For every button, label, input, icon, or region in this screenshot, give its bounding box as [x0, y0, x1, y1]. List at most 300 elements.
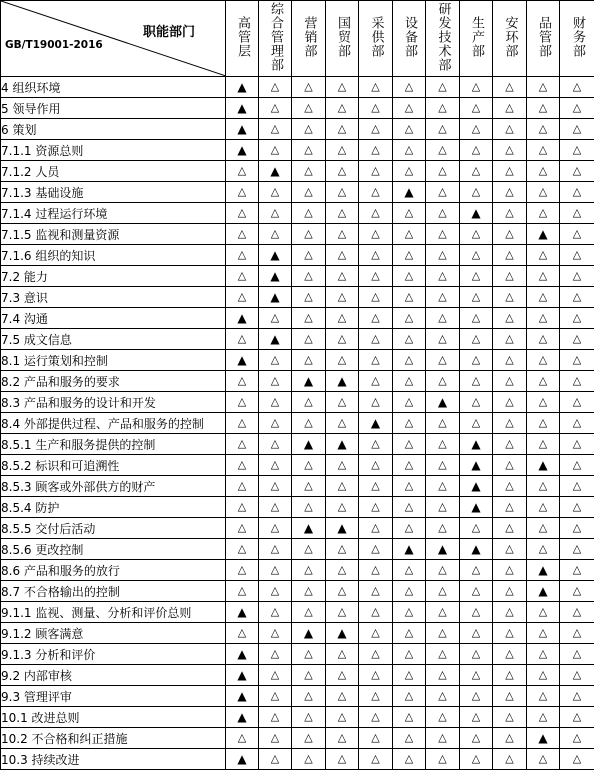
responsible-mark: ▲	[226, 665, 259, 686]
related-mark: △	[460, 665, 493, 686]
related-mark: △	[359, 329, 393, 350]
related-mark: △	[560, 497, 594, 518]
related-mark: △	[493, 287, 527, 308]
dept-header-0	[226, 1, 259, 77]
related-mark: △	[527, 203, 560, 224]
related-mark: △	[493, 539, 527, 560]
table-row	[1, 371, 594, 392]
dept-header-6	[426, 1, 460, 77]
related-mark: △	[326, 539, 359, 560]
related-mark: △	[359, 182, 393, 203]
related-mark: △	[359, 371, 393, 392]
related-mark: △	[460, 518, 493, 539]
related-mark: △	[426, 77, 460, 98]
related-mark: △	[359, 728, 393, 749]
clause-label: 7.1.6 组织的知识	[1, 245, 226, 266]
responsible-mark: ▲	[393, 539, 426, 560]
related-mark: △	[292, 161, 326, 182]
responsible-mark: ▲	[359, 413, 393, 434]
responsible-mark: ▲	[460, 203, 493, 224]
related-mark: △	[426, 266, 460, 287]
related-mark: △	[326, 224, 359, 245]
related-mark: △	[493, 728, 527, 749]
related-mark: △	[560, 560, 594, 581]
related-mark: △	[359, 686, 393, 707]
related-mark: △	[527, 539, 560, 560]
related-mark: △	[527, 329, 560, 350]
corner-header	[1, 1, 225, 76]
related-mark: △	[359, 308, 393, 329]
related-mark: △	[292, 476, 326, 497]
clause-label: 9.1.2 顾客满意	[1, 623, 226, 644]
related-mark: △	[527, 644, 560, 665]
table-row	[1, 707, 594, 728]
related-mark: △	[460, 581, 493, 602]
related-mark: △	[292, 749, 326, 770]
related-mark: △	[359, 140, 393, 161]
related-mark: △	[292, 245, 326, 266]
related-mark: △	[226, 392, 259, 413]
related-mark: △	[527, 371, 560, 392]
related-mark: △	[359, 581, 393, 602]
clause-label: 6 策划	[1, 119, 226, 140]
clause-label: 5 领导作用	[1, 98, 226, 119]
related-mark: △	[292, 203, 326, 224]
related-mark: △	[292, 602, 326, 623]
related-mark: △	[259, 539, 292, 560]
related-mark: △	[393, 203, 426, 224]
related-mark: △	[359, 476, 393, 497]
related-mark: △	[493, 98, 527, 119]
related-mark: △	[326, 266, 359, 287]
related-mark: △	[560, 203, 594, 224]
responsible-mark: ▲	[292, 434, 326, 455]
related-mark: △	[326, 497, 359, 518]
related-mark: △	[226, 539, 259, 560]
related-mark: △	[460, 329, 493, 350]
matrix-body	[1, 77, 594, 770]
dept-header-label: 研发技术部	[436, 2, 450, 72]
related-mark: △	[226, 287, 259, 308]
related-mark: △	[359, 119, 393, 140]
related-mark: △	[493, 392, 527, 413]
clause-label: 8.5.4 防护	[1, 497, 226, 518]
responsible-mark: ▲	[326, 518, 359, 539]
clause-label: 8.5.1 生产和服务提供的控制	[1, 434, 226, 455]
table-row	[1, 203, 594, 224]
related-mark: △	[493, 245, 527, 266]
clause-label: 7.1.5 监视和测量资源	[1, 224, 226, 245]
related-mark: △	[560, 665, 594, 686]
related-mark: △	[527, 749, 560, 770]
related-mark: △	[560, 686, 594, 707]
dept-header-label: 营销部	[302, 16, 316, 58]
responsible-mark: ▲	[326, 623, 359, 644]
related-mark: △	[493, 413, 527, 434]
related-mark: △	[426, 623, 460, 644]
related-mark: △	[460, 392, 493, 413]
table-row	[1, 644, 594, 665]
related-mark: △	[259, 455, 292, 476]
related-mark: △	[527, 686, 560, 707]
related-mark: △	[527, 665, 560, 686]
responsible-mark: ▲	[460, 476, 493, 497]
related-mark: △	[493, 434, 527, 455]
related-mark: △	[527, 707, 560, 728]
related-mark: △	[460, 119, 493, 140]
related-mark: △	[560, 98, 594, 119]
responsible-mark: ▲	[527, 581, 560, 602]
related-mark: △	[226, 413, 259, 434]
table-row	[1, 476, 594, 497]
responsible-mark: ▲	[527, 224, 560, 245]
table-row	[1, 140, 594, 161]
related-mark: △	[527, 98, 560, 119]
related-mark: △	[393, 98, 426, 119]
related-mark: △	[292, 644, 326, 665]
table-row	[1, 455, 594, 476]
related-mark: △	[226, 245, 259, 266]
table-row	[1, 266, 594, 287]
responsible-mark: ▲	[460, 539, 493, 560]
related-mark: △	[493, 119, 527, 140]
related-mark: △	[393, 350, 426, 371]
related-mark: △	[527, 308, 560, 329]
related-mark: △	[292, 98, 326, 119]
table-row	[1, 623, 594, 644]
clause-label: 8.4 外部提供过程、产品和服务的控制	[1, 413, 226, 434]
related-mark: △	[326, 182, 359, 203]
related-mark: △	[259, 98, 292, 119]
related-mark: △	[393, 581, 426, 602]
related-mark: △	[560, 308, 594, 329]
related-mark: △	[493, 749, 527, 770]
related-mark: △	[226, 434, 259, 455]
related-mark: △	[326, 476, 359, 497]
related-mark: △	[493, 581, 527, 602]
table-row	[1, 581, 594, 602]
related-mark: △	[560, 161, 594, 182]
related-mark: △	[393, 707, 426, 728]
related-mark: △	[560, 371, 594, 392]
related-mark: △	[426, 140, 460, 161]
related-mark: △	[393, 161, 426, 182]
related-mark: △	[359, 350, 393, 371]
related-mark: △	[326, 413, 359, 434]
related-mark: △	[493, 266, 527, 287]
related-mark: △	[560, 434, 594, 455]
clause-label: 10.3 持续改进	[1, 749, 226, 770]
dept-header-5	[393, 1, 426, 77]
related-mark: △	[259, 371, 292, 392]
corner-header-cell	[1, 1, 226, 77]
related-mark: △	[426, 413, 460, 434]
related-mark: △	[326, 140, 359, 161]
related-mark: △	[460, 161, 493, 182]
responsible-mark: ▲	[259, 245, 292, 266]
responsible-mark: ▲	[226, 350, 259, 371]
related-mark: △	[393, 371, 426, 392]
related-mark: △	[259, 518, 292, 539]
responsible-mark: ▲	[426, 539, 460, 560]
dept-header-label: 高管层	[235, 16, 249, 58]
related-mark: △	[326, 560, 359, 581]
related-mark: △	[426, 644, 460, 665]
related-mark: △	[393, 308, 426, 329]
related-mark: △	[426, 224, 460, 245]
related-mark: △	[527, 287, 560, 308]
related-mark: △	[292, 266, 326, 287]
related-mark: △	[527, 623, 560, 644]
clause-label: 10.1 改进总则	[1, 707, 226, 728]
related-mark: △	[426, 581, 460, 602]
related-mark: △	[426, 329, 460, 350]
dept-header-10	[560, 1, 594, 77]
related-mark: △	[326, 686, 359, 707]
related-mark: △	[326, 728, 359, 749]
related-mark: △	[426, 371, 460, 392]
responsible-mark: ▲	[426, 392, 460, 413]
related-mark: △	[226, 623, 259, 644]
related-mark: △	[393, 245, 426, 266]
related-mark: △	[560, 224, 594, 245]
related-mark: △	[426, 665, 460, 686]
related-mark: △	[560, 77, 594, 98]
dept-header-2	[292, 1, 326, 77]
table-row	[1, 539, 594, 560]
related-mark: △	[292, 287, 326, 308]
related-mark: △	[460, 224, 493, 245]
clause-label: 8.5.3 顾客或外部供方的财产	[1, 476, 226, 497]
related-mark: △	[426, 560, 460, 581]
related-mark: △	[226, 476, 259, 497]
related-mark: △	[493, 161, 527, 182]
related-mark: △	[393, 224, 426, 245]
related-mark: △	[259, 644, 292, 665]
related-mark: △	[259, 224, 292, 245]
related-mark: △	[393, 287, 426, 308]
related-mark: △	[326, 119, 359, 140]
related-mark: △	[426, 287, 460, 308]
table-row	[1, 287, 594, 308]
related-mark: △	[292, 392, 326, 413]
related-mark: △	[460, 644, 493, 665]
responsible-mark: ▲	[226, 686, 259, 707]
table-row	[1, 98, 594, 119]
clause-label: 9.3 管理评审	[1, 686, 226, 707]
related-mark: △	[426, 749, 460, 770]
related-mark: △	[527, 413, 560, 434]
related-mark: △	[560, 644, 594, 665]
related-mark: △	[560, 476, 594, 497]
related-mark: △	[426, 203, 460, 224]
related-mark: △	[292, 119, 326, 140]
responsible-mark: ▲	[292, 371, 326, 392]
related-mark: △	[493, 224, 527, 245]
related-mark: △	[226, 581, 259, 602]
related-mark: △	[493, 371, 527, 392]
responsible-mark: ▲	[292, 623, 326, 644]
related-mark: △	[292, 224, 326, 245]
related-mark: △	[259, 182, 292, 203]
clause-label: 7.1.3 基础设施	[1, 182, 226, 203]
related-mark: △	[359, 434, 393, 455]
related-mark: △	[259, 119, 292, 140]
dept-header-label: 财务部	[570, 16, 584, 58]
related-mark: △	[560, 728, 594, 749]
dept-header-label: 生产部	[469, 16, 483, 58]
table-row	[1, 560, 594, 581]
related-mark: △	[326, 287, 359, 308]
related-mark: △	[460, 623, 493, 644]
related-mark: △	[326, 350, 359, 371]
related-mark: △	[226, 371, 259, 392]
related-mark: △	[359, 518, 393, 539]
table-row	[1, 308, 594, 329]
related-mark: △	[226, 518, 259, 539]
related-mark: △	[326, 749, 359, 770]
responsible-mark: ▲	[226, 98, 259, 119]
related-mark: △	[292, 665, 326, 686]
related-mark: △	[326, 707, 359, 728]
related-mark: △	[560, 329, 594, 350]
related-mark: △	[359, 77, 393, 98]
table-row	[1, 161, 594, 182]
related-mark: △	[426, 182, 460, 203]
related-mark: △	[560, 539, 594, 560]
related-mark: △	[259, 413, 292, 434]
responsible-mark: ▲	[226, 644, 259, 665]
related-mark: △	[292, 560, 326, 581]
related-mark: △	[359, 749, 393, 770]
related-mark: △	[326, 77, 359, 98]
related-mark: △	[560, 287, 594, 308]
related-mark: △	[560, 518, 594, 539]
related-mark: △	[527, 350, 560, 371]
dept-header-label: 品管部	[536, 16, 550, 58]
related-mark: △	[560, 266, 594, 287]
related-mark: △	[460, 686, 493, 707]
related-mark: △	[393, 602, 426, 623]
related-mark: △	[393, 749, 426, 770]
related-mark: △	[493, 644, 527, 665]
clause-label: 7.3 意识	[1, 287, 226, 308]
related-mark: △	[460, 77, 493, 98]
related-mark: △	[426, 119, 460, 140]
related-mark: △	[493, 308, 527, 329]
clause-label: 8.5.6 更改控制	[1, 539, 226, 560]
related-mark: △	[527, 245, 560, 266]
related-mark: △	[460, 602, 493, 623]
related-mark: △	[393, 623, 426, 644]
related-mark: △	[393, 518, 426, 539]
related-mark: △	[326, 665, 359, 686]
related-mark: △	[560, 623, 594, 644]
related-mark: △	[393, 665, 426, 686]
related-mark: △	[527, 476, 560, 497]
related-mark: △	[393, 329, 426, 350]
table-row	[1, 497, 594, 518]
related-mark: △	[493, 686, 527, 707]
responsible-mark: ▲	[259, 266, 292, 287]
related-mark: △	[359, 287, 393, 308]
related-mark: △	[426, 245, 460, 266]
related-mark: △	[426, 434, 460, 455]
related-mark: △	[493, 476, 527, 497]
table-row	[1, 602, 594, 623]
related-mark: △	[460, 245, 493, 266]
related-mark: △	[460, 266, 493, 287]
table-row	[1, 413, 594, 434]
related-mark: △	[326, 644, 359, 665]
related-mark: △	[426, 350, 460, 371]
dept-header-1	[259, 1, 292, 77]
responsible-mark: ▲	[393, 182, 426, 203]
related-mark: △	[226, 455, 259, 476]
table-row	[1, 434, 594, 455]
related-mark: △	[493, 707, 527, 728]
related-mark: △	[259, 665, 292, 686]
related-mark: △	[359, 455, 393, 476]
related-mark: △	[426, 476, 460, 497]
related-mark: △	[259, 728, 292, 749]
table-row	[1, 665, 594, 686]
related-mark: △	[560, 749, 594, 770]
related-mark: △	[259, 350, 292, 371]
related-mark: △	[359, 560, 393, 581]
table-row	[1, 728, 594, 749]
related-mark: △	[359, 644, 393, 665]
responsible-mark: ▲	[259, 329, 292, 350]
related-mark: △	[493, 665, 527, 686]
related-mark: △	[460, 749, 493, 770]
related-mark: △	[493, 497, 527, 518]
related-mark: △	[527, 119, 560, 140]
related-mark: △	[426, 161, 460, 182]
related-mark: △	[393, 266, 426, 287]
related-mark: △	[493, 602, 527, 623]
related-mark: △	[493, 140, 527, 161]
clause-label: 9.1.3 分析和评价	[1, 644, 226, 665]
related-mark: △	[460, 371, 493, 392]
dept-header-label: 国贸部	[335, 16, 349, 58]
dept-header-label: 采供部	[369, 16, 383, 58]
related-mark: △	[226, 497, 259, 518]
related-mark: △	[527, 140, 560, 161]
related-mark: △	[359, 497, 393, 518]
related-mark: △	[560, 707, 594, 728]
table-row	[1, 749, 594, 770]
clause-label: 8.2 产品和服务的要求	[1, 371, 226, 392]
responsible-mark: ▲	[226, 140, 259, 161]
related-mark: △	[493, 77, 527, 98]
dept-header-3	[326, 1, 359, 77]
related-mark: △	[426, 455, 460, 476]
related-mark: △	[359, 707, 393, 728]
related-mark: △	[359, 161, 393, 182]
related-mark: △	[560, 350, 594, 371]
related-mark: △	[226, 266, 259, 287]
related-mark: △	[493, 518, 527, 539]
related-mark: △	[259, 203, 292, 224]
related-mark: △	[326, 245, 359, 266]
related-mark: △	[493, 203, 527, 224]
related-mark: △	[259, 581, 292, 602]
related-mark: △	[560, 182, 594, 203]
related-mark: △	[460, 728, 493, 749]
related-mark: △	[259, 602, 292, 623]
related-mark: △	[259, 476, 292, 497]
